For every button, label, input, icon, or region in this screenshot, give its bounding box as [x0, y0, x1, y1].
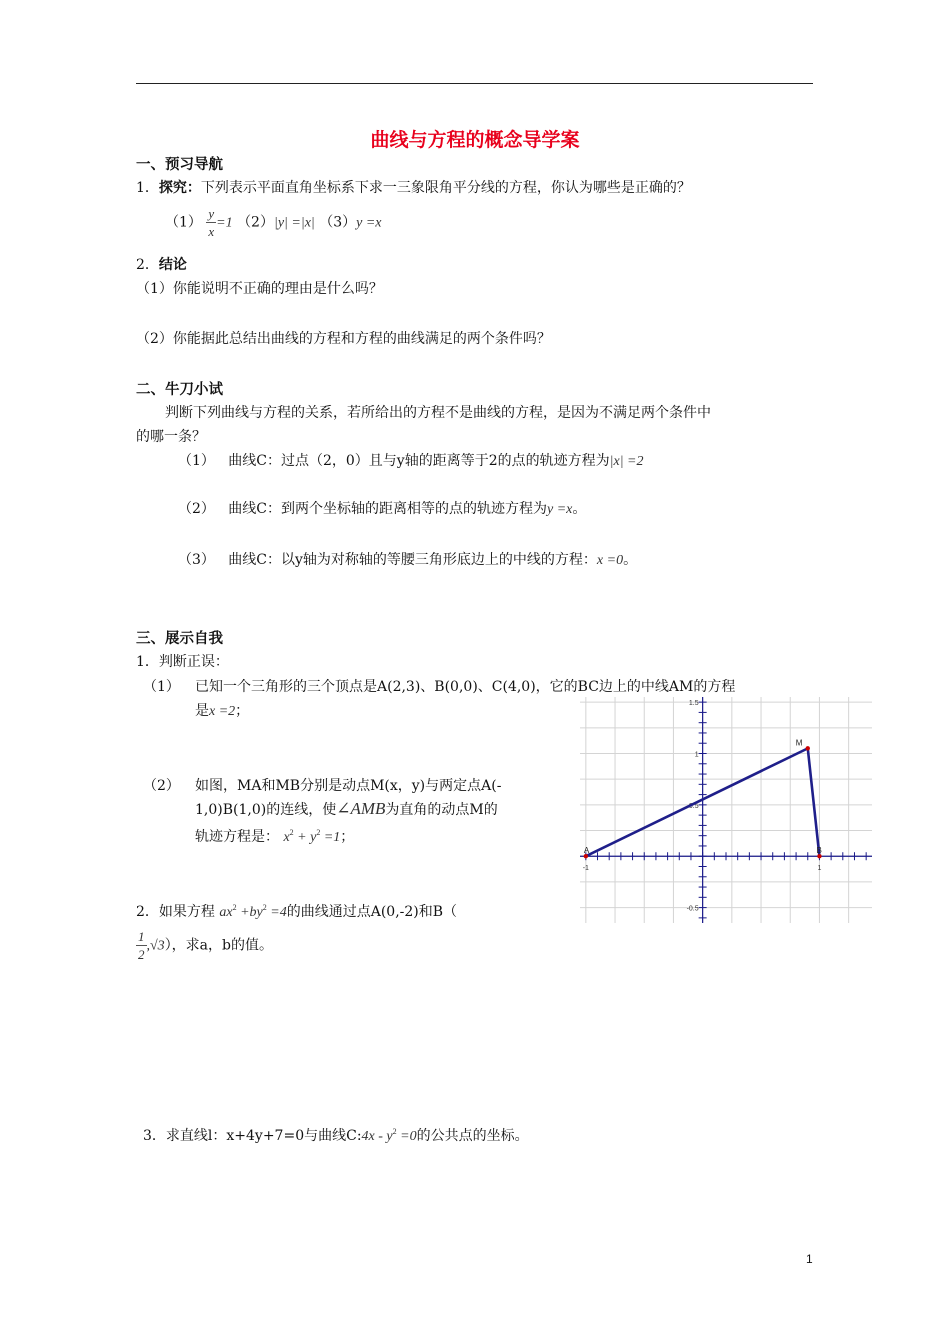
s1-q1-text: 下列表示平面直角坐标系下求一三象限角平分线的方程，你认为哪些是正确的？	[200, 180, 691, 196]
sup-2a: 2	[289, 828, 294, 837]
half-den: 2	[138, 947, 145, 962]
s3-p1-eq: x =2	[209, 704, 236, 719]
s2-item2-eq: y =x	[547, 502, 573, 517]
eq-by: +by	[236, 905, 263, 920]
eq-4x-y: 4x - y	[361, 1129, 393, 1144]
eq-end: =1	[320, 830, 341, 845]
s3-p2-line3a: 轨迹方程是：	[195, 829, 279, 845]
eq-4: =4	[266, 905, 287, 920]
sup-2c: 2	[232, 903, 237, 912]
s2-intro-line2: 的哪一条？	[136, 429, 206, 445]
s2-item3-end: 。	[623, 552, 638, 568]
sup-2d: 2	[262, 903, 267, 912]
point-m	[806, 746, 810, 750]
s1-q2	[136, 254, 187, 274]
s3-p2-num: （2）	[143, 778, 180, 794]
header-rule	[136, 83, 813, 84]
y-tick-label: 1	[694, 751, 699, 759]
s3-p2-line3	[195, 826, 354, 846]
s2-item2-num: （2）	[178, 501, 215, 517]
s3-p2-line2a: 1,0)B(1,0)的连线，使	[195, 802, 337, 818]
s3-q1: 1．判断正误：	[136, 654, 229, 670]
frac-num: y	[208, 206, 215, 221]
s3-p1-num: （1）	[143, 679, 180, 695]
eq-plus: +	[293, 830, 311, 845]
s3-p2-line3b: ；	[340, 829, 355, 845]
point-label-a: A	[583, 846, 590, 856]
s1-q2-num: 2．	[136, 257, 159, 273]
s2-item1-text: 曲线C：过点（2，0）且与y轴的距离等于2的点的轨迹方程为	[228, 453, 610, 469]
eq2: |y| =|x|	[273, 215, 315, 231]
fraction-y-over-x	[206, 205, 216, 240]
s3-q2-line1	[136, 901, 457, 921]
s2-item3	[178, 549, 637, 569]
s2-item3-eq: x =0	[596, 553, 624, 568]
s1-q1-bold: 探究：	[158, 180, 201, 196]
y-tick-label: 1.5	[688, 700, 699, 708]
chart-axes	[580, 697, 872, 923]
s1-q2a: （1）你能说明不正确的理由是什么吗？	[136, 281, 383, 297]
s3-q2-line2	[136, 928, 273, 963]
half-num: 1	[138, 929, 145, 944]
section3-heading: 三、展示自我	[136, 630, 223, 647]
s1-q2b: （2）你能据此总结出曲线的方程和方程的曲线满足的两个条件吗？	[136, 331, 551, 347]
fraction-one-half	[136, 928, 147, 963]
s3-q2-a: 2．如果方程	[136, 904, 215, 920]
page-number: 1	[806, 1252, 813, 1266]
eq-y: y	[310, 830, 317, 845]
opt2-label: （2）	[237, 214, 274, 231]
eq-0: =0	[396, 1129, 417, 1144]
s3-q2-c: ），求a，b的值。	[164, 937, 273, 954]
s3-q3-b: 的公共点的坐标。	[416, 1128, 529, 1144]
s3-p1-line1: 已知一个三角形的三个顶点是A(2,3)、B(0,0)、C(4,0)，它的BC边上的中线AM的方程	[195, 679, 736, 695]
eq-ax: ax	[219, 905, 233, 920]
x-tick-label: -1	[582, 865, 589, 873]
s1-q1-num: 1．	[136, 180, 159, 196]
s2-item1-eq: |x| =2	[609, 454, 644, 469]
angle-amb: ∠AMB	[336, 799, 386, 818]
s3-p1-line2a: 是	[195, 703, 209, 719]
y-tick-label: -0.5	[686, 905, 699, 913]
sup-2e: 2	[392, 1127, 397, 1136]
eq1-rest: =1	[216, 215, 233, 231]
section2-heading: 二、牛刀小试	[136, 381, 223, 398]
coordinate-chart	[580, 697, 872, 923]
opt1-label: （1）	[165, 214, 202, 231]
x-tick-label: 1	[817, 865, 822, 873]
eq3: y =x	[356, 215, 382, 231]
y-tick-label: 0.5	[688, 802, 699, 810]
frac-den: x	[208, 224, 215, 239]
sup-2b: 2	[316, 828, 321, 837]
s2-item1	[178, 450, 643, 470]
s1-options	[165, 205, 382, 240]
eq-x: x	[283, 830, 290, 845]
s2-item2	[178, 498, 586, 518]
s2-item3-text: 曲线C：以y轴为对称轴的等腰三角形底边上的中线的方程：	[228, 552, 597, 568]
s3-p1-line2	[195, 700, 249, 720]
point-label-m: M	[795, 738, 803, 748]
s3-p2-line2	[195, 799, 498, 819]
sqrt3: ,√3	[146, 938, 165, 954]
chart-grid	[580, 697, 872, 923]
s3-q3-a: 3．求直线l：x+4y+7=0与曲线C:	[143, 1128, 362, 1144]
page-title: 曲线与方程的概念导学案	[370, 129, 580, 151]
point-label-b: B	[816, 846, 822, 856]
s2-item2-end: 。	[572, 501, 587, 517]
s3-q3	[143, 1125, 529, 1145]
s1-q2-bold: 结论	[158, 257, 187, 273]
circle-equation	[283, 830, 340, 845]
ellipse-equation	[219, 905, 286, 920]
s2-item3-num: （3）	[178, 552, 215, 568]
parabola-eq	[362, 1129, 417, 1144]
s3-p1-line2b: ；	[235, 703, 250, 719]
s3-q2-b: 的曲线通过点A(0,-2)和B（	[286, 904, 458, 920]
s2-intro-line1: 判断下列曲线与方程的关系，若所给出的方程不是曲线的方程，是因为不满足两个条件中	[165, 405, 711, 421]
s2-item2-text: 曲线C：到两个坐标轴的距离相等的点的轨迹方程为	[228, 501, 547, 517]
opt3-label: （3）	[319, 214, 357, 231]
s2-item1-num: （1）	[178, 453, 215, 469]
s1-q1	[136, 177, 691, 197]
s3-p2-line1: 如图，MA和MB分别是动点M(x，y)与两定点A(-	[195, 778, 502, 794]
section1-heading: 一、预习导航	[136, 156, 223, 173]
s3-p2-line2b: 为直角的动点M的	[385, 802, 498, 818]
